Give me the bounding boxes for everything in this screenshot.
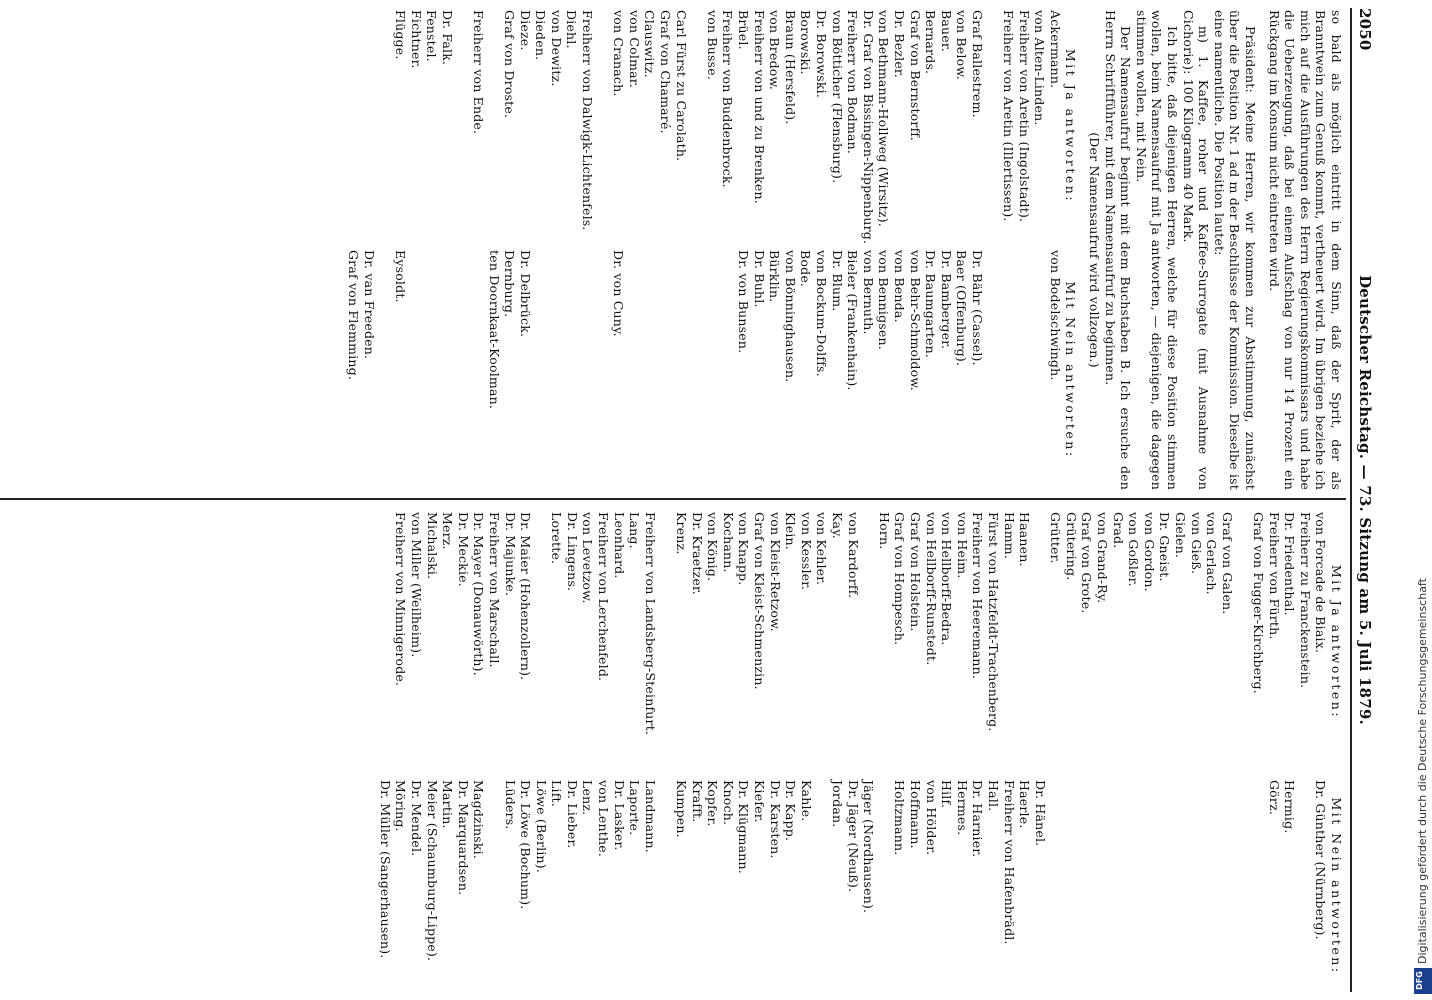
member-name: Dr. Falk. xyxy=(439,10,455,66)
member-name: Graf von Hompesch. xyxy=(892,512,908,646)
list-spacer xyxy=(1219,780,1235,992)
member-name: Freiherr von Heeremann. xyxy=(970,512,986,680)
member-name: von Dewitz. xyxy=(548,10,564,87)
member-name: Dr. Kapp. xyxy=(783,780,799,842)
member-name: von Benda. xyxy=(891,250,907,323)
member-name: von Knapp. xyxy=(736,512,752,586)
member-name: Freiherr von Hafenbrädl. xyxy=(1001,780,1017,945)
member-name: Lüders. xyxy=(502,780,518,830)
member-name: Dr. Lieber. xyxy=(564,780,580,849)
member-name: von Grand-Ry. xyxy=(1095,512,1111,604)
list-spacer xyxy=(1297,780,1313,992)
member-name: Grad. xyxy=(1110,512,1126,549)
member-name: Dr. Mayer (Donauwörth). xyxy=(471,512,487,676)
member-name: Dr. Bähr (Cassel). xyxy=(969,250,985,366)
member-name: von Kleist-Retzow. xyxy=(767,512,783,632)
member-name: Leonhard. xyxy=(611,512,627,579)
member-name: von Bethmann-Hollweg (Wirsitz). xyxy=(876,10,892,227)
list-spacer xyxy=(673,250,689,490)
no-heading: Mit Nein antworten: xyxy=(1329,797,1344,975)
member-name: Möring. xyxy=(393,780,409,832)
member-name: Fürst von Hatzfeldt-Trachenberg. xyxy=(985,512,1001,732)
member-name: Graf von Holstein. xyxy=(907,512,923,632)
member-name: Freiherr zu Franckenstein. xyxy=(1297,512,1313,689)
member-name: von Bönninghausen. xyxy=(782,250,798,383)
list-spacer xyxy=(689,250,705,490)
member-name: von Bernuth. xyxy=(860,250,876,335)
member-name: von Levetzow. xyxy=(580,512,596,604)
list-spacer xyxy=(658,780,674,992)
member-name: Dr. Klügmann. xyxy=(736,780,752,874)
yes-heading: Mit Ja antworten: xyxy=(1063,48,1079,204)
list-spacer xyxy=(1032,250,1048,490)
member-name: von Bodelschwingh. xyxy=(1047,250,1063,381)
yes-list-right xyxy=(377,512,1344,772)
member-name: Landmann. xyxy=(642,780,658,853)
list-spacer xyxy=(470,250,486,490)
member-name: Freiherr von Bodman. xyxy=(845,10,861,155)
member-name: Kumpen. xyxy=(674,780,690,838)
member-name: von Miller (Weilheim). xyxy=(408,512,424,658)
member-name: Hilf. xyxy=(939,780,955,809)
list-spacer xyxy=(1126,780,1142,992)
member-name: Haerle. xyxy=(1017,780,1033,829)
member-name: Martin. xyxy=(440,780,456,829)
digitalization-notice xyxy=(1414,0,1432,1000)
list-spacer xyxy=(1141,780,1157,992)
member-name: von Bennigsen. xyxy=(876,250,892,350)
member-name: Dr. von Bunsen. xyxy=(736,250,752,354)
member-name: Dr. Karsten. xyxy=(767,780,783,859)
member-name: von Bötticher (Flensburg). xyxy=(829,10,845,184)
list-spacer xyxy=(626,250,642,490)
member-name: Dr. Gneist. xyxy=(1157,512,1173,582)
list-spacer xyxy=(486,780,502,992)
no-list-left xyxy=(346,250,1079,490)
member-name: Bernards. xyxy=(923,10,939,75)
list-spacer xyxy=(1172,780,1188,992)
member-name: Braun (Hersfeld). xyxy=(782,10,798,125)
list-spacer xyxy=(689,10,705,242)
member-name: Bode. xyxy=(798,250,814,288)
list-spacer xyxy=(486,10,502,242)
member-name: Dr. Hänel. xyxy=(1032,780,1048,847)
procedure-paragraph: Der Namensaufruf beginnt mit dem Buchstaben B. Ich ersuche den Herrn Schriftführer, mit dem Namensaufruf zu beginnen. xyxy=(1102,10,1134,490)
vote-lists-right xyxy=(377,512,1344,992)
list-spacer xyxy=(861,512,877,772)
member-name: Dr. Müller (Sangerhausen). xyxy=(377,780,393,959)
member-name: Graf von Chamaré. xyxy=(658,10,674,134)
intro-paragraph: so bald als möglich eintritt in dem Sinn, daß der Sprit, der als Branntwein zum Genuß kommt, vertheuert wird. Im übrigen beziehe ich mich auf die Ausführungen des Herrn Regierungskommissars und habe die Ueberzeugung, daß bei einem Aufschlag von nur 14 Prozent ein Rückgang im Konsum nicht eintreten wird. xyxy=(1266,10,1344,490)
member-name: Dr. Lingens. xyxy=(564,512,580,592)
yes-list-left xyxy=(346,10,1079,245)
member-name: Bauer. xyxy=(938,10,954,52)
member-name: Freiherr von Aretin (Ingolstadt). xyxy=(1016,10,1032,223)
member-name: Dr. Baumgarten. xyxy=(923,250,939,358)
member-name: Freiherr von Marschall. xyxy=(486,512,502,668)
member-name: von Goßler. xyxy=(1126,512,1142,587)
member-name: Lift. xyxy=(549,780,565,807)
member-name: Dr. Harnier. xyxy=(970,780,986,858)
member-name: ten Doornkaat-Koolman. xyxy=(486,250,502,410)
list-spacer xyxy=(1016,250,1032,490)
list-spacer xyxy=(408,250,424,490)
member-name: Holtzmann. xyxy=(892,780,908,856)
list-spacer xyxy=(455,10,471,242)
list-spacer xyxy=(1048,780,1064,992)
member-name: Diehl. xyxy=(564,10,580,49)
list-spacer xyxy=(720,250,736,490)
list-spacer xyxy=(1063,780,1079,992)
dfg-logo xyxy=(1414,968,1432,994)
list-spacer xyxy=(424,250,440,490)
roll-call-note: (Der Namensaufruf wird vollzogen.) xyxy=(1087,132,1103,368)
member-name: Graf von Flemming. xyxy=(346,250,362,381)
member-name: Freiherr von Landsberg-Steinfurt. xyxy=(642,512,658,736)
member-name: Dr. Jäger (Neuß). xyxy=(845,780,861,893)
member-name: Meier (Schaumburg-Lippe). xyxy=(424,780,440,962)
list-spacer xyxy=(1157,780,1173,992)
member-name: Bürklin. xyxy=(767,250,783,303)
member-name: Klein. xyxy=(783,512,799,550)
member-name: Fenstel. xyxy=(424,10,440,62)
member-name: Lenz. xyxy=(580,780,596,816)
member-name: Dieden. xyxy=(533,10,549,61)
member-name: von Bockum-Dolffs. xyxy=(814,250,829,377)
list-spacer xyxy=(985,250,1001,490)
member-name: Haanen. xyxy=(1017,512,1033,567)
list-spacer xyxy=(564,250,580,490)
member-name: von Kehler. xyxy=(814,512,830,586)
member-name: von König. xyxy=(705,512,721,582)
list-spacer xyxy=(658,512,674,772)
member-name: Kopfer. xyxy=(705,780,721,827)
member-name: Löwe (Berlin). xyxy=(533,780,549,874)
digitalization-text: Digitalisierung gefördert durch die Deutsche Forschungsgemeinschaft xyxy=(1416,578,1429,964)
member-name: Kahle. xyxy=(798,780,814,822)
member-name: Freiherr von Buddenbrock. xyxy=(720,10,736,188)
member-name: Merz. xyxy=(440,512,456,550)
yes-heading: Mit Ja antworten: xyxy=(1329,564,1344,720)
member-name: Dr. Buhl. xyxy=(751,250,767,308)
member-name: Horn. xyxy=(876,512,892,550)
list-spacer xyxy=(1204,780,1220,992)
member-name: Graf von Grote. xyxy=(1079,512,1095,614)
member-name: Grütter. xyxy=(1048,512,1064,564)
member-name: Eysoldt. xyxy=(392,250,408,303)
member-name: Dr. Günther (Nürnberg). xyxy=(1313,780,1329,940)
member-name: Bieler (Frankenhain). xyxy=(845,250,861,391)
member-name: Krafft. xyxy=(689,780,705,823)
member-name: von Behr-Schmoldow. xyxy=(907,250,923,391)
column-divider xyxy=(0,498,1346,500)
member-name: Dr. Lasker. xyxy=(611,780,627,851)
list-spacer xyxy=(1188,780,1204,992)
member-name: Dr. Graf von Bissingen-Nippenburg. xyxy=(860,10,876,245)
item-m1: m) 1. Kaffee, roher und Kaffee-Surrogate (mit Ausnahme von Cichorie): 100 Kilogramm 40 Mark. xyxy=(1180,10,1212,490)
member-name: Freiherr von und zu Brenken. xyxy=(751,10,767,204)
member-name: Graf von Galen. xyxy=(1219,512,1235,615)
member-name: Freiherr von Dalwigk-Lichtenfels. xyxy=(580,10,596,231)
member-name: Carl Fürst zu Carolath. xyxy=(673,10,689,162)
list-spacer xyxy=(595,250,611,490)
member-name: Graf von Fugger-Kirchberg. xyxy=(1251,512,1267,694)
member-name: Michalski. xyxy=(424,512,440,580)
member-name: Freiherr von Fürth. xyxy=(1266,512,1282,640)
member-name: Freiherr von Ende. xyxy=(470,10,486,135)
member-name: von Colmar. xyxy=(626,10,642,88)
vote-lists-left xyxy=(346,10,1079,490)
no-heading: Mit Nein antworten: xyxy=(1063,281,1079,459)
list-spacer xyxy=(1235,512,1251,772)
request-paragraph: Ich bitte, daß diejenigen Herren, welche für diese Position stimmen wollen, beim Namensaufruf mit Ja antworten, — diejenigen, die dagegen stimmen wollen, mit Nein. xyxy=(1133,10,1181,490)
member-name: Graf von Droste. xyxy=(502,10,518,119)
member-name: Dr. Delbrück. xyxy=(517,250,533,338)
left-column xyxy=(346,10,1344,490)
member-name: Hermes. xyxy=(954,780,970,836)
list-spacer xyxy=(1001,250,1017,490)
member-name: von Kardorff. xyxy=(845,512,861,599)
member-name: Graf Ballestrem. xyxy=(969,10,985,118)
member-name: Dr. Friedenthal. xyxy=(1282,512,1298,616)
member-name: Freiherr von Aretin (Illertissen). xyxy=(1001,10,1017,222)
list-spacer xyxy=(985,10,1001,242)
right-column xyxy=(377,512,1344,992)
member-name: Baer (Offenburg). xyxy=(954,250,970,367)
member-name: Laporte. xyxy=(627,780,643,836)
list-spacer xyxy=(814,780,830,992)
member-name: von Gieß. xyxy=(1188,512,1204,575)
member-name: Hall. xyxy=(985,780,1001,812)
member-name: Lang. xyxy=(627,512,643,549)
list-spacer xyxy=(533,512,549,772)
member-name: Knoch. xyxy=(720,780,736,826)
member-name: Freiherr von Lerchenfeld. xyxy=(596,512,612,682)
member-name: Kay. xyxy=(830,512,845,539)
member-name: Graf von Kleist-Schmenzin. xyxy=(752,512,768,690)
member-name: von Forcade de Biaix. xyxy=(1313,512,1329,654)
member-name: Dr. Blum. xyxy=(829,250,845,312)
list-spacer xyxy=(1110,780,1126,992)
member-name: Dr. Mendel. xyxy=(408,780,424,857)
list-spacer xyxy=(1250,780,1266,992)
member-name: Grütering. xyxy=(1063,512,1079,581)
member-name: Dr. Kraetzer. xyxy=(689,512,705,595)
running-head: Deutscher Reichstag. — 73. Sitzung am 5. Juli 1879. xyxy=(1356,275,1374,725)
dfg-logo-text: DFG xyxy=(1414,971,1424,990)
member-name: von Kessler. xyxy=(798,512,814,591)
member-name: Dr. Meckie. xyxy=(455,512,471,587)
member-name: Hermig. xyxy=(1282,780,1298,834)
list-spacer xyxy=(1095,780,1111,992)
list-spacer xyxy=(1235,780,1251,992)
member-name: Dr. Löwe (Bochum). xyxy=(518,780,534,910)
president-paragraph: Präsident: Meine Herren, wir kommen zur Abstimmung, zunächst über die Position Nr. 1 ad m der Beschlüsse der Kommission. Dieselbe ist eine namentliche. Die Position lautet: xyxy=(1211,10,1259,490)
member-name: Clauswitz. xyxy=(642,10,658,78)
member-name: Fichtner. xyxy=(408,10,424,69)
list-spacer xyxy=(455,250,471,490)
member-name: Dr. Marquardsen. xyxy=(455,780,471,896)
member-name: Hamm. xyxy=(1001,512,1017,560)
list-spacer xyxy=(533,250,549,490)
member-name: Flügge. xyxy=(392,10,408,60)
member-name: Ackermann. xyxy=(1047,10,1063,89)
member-name: von Below. xyxy=(954,10,970,80)
list-spacer xyxy=(642,250,658,490)
member-name: Kiefer. xyxy=(752,780,768,823)
member-name: Jäger (Nordhausen). xyxy=(861,780,877,914)
page-number: 2050 xyxy=(1356,8,1374,51)
member-name: Brüel. xyxy=(736,10,752,50)
list-spacer xyxy=(704,250,720,490)
member-name: Kochann. xyxy=(720,512,736,573)
member-name: Hoffmann. xyxy=(907,780,923,849)
member-name: Dr. Borowski. xyxy=(814,10,829,99)
member-name: Dr. Bamberger. xyxy=(938,250,954,350)
member-name: Freiherr von Minnigerode. xyxy=(393,512,409,687)
member-name: von Alten-Linden. xyxy=(1032,10,1048,126)
list-spacer xyxy=(1032,512,1048,772)
member-name: Borowski. xyxy=(798,10,814,75)
member-name: Dr. Maier (Hohenzollern). xyxy=(518,512,534,681)
member-name: von Gerlach. xyxy=(1204,512,1220,595)
member-name: von Hölder. xyxy=(923,780,939,856)
member-name: Dr. van Freeden. xyxy=(361,250,377,360)
member-name: von Busse. xyxy=(704,10,720,81)
member-name: von Cranach. xyxy=(611,10,627,97)
member-name: von Bredow. xyxy=(767,10,783,91)
member-name: Jordan. xyxy=(830,780,845,828)
list-spacer xyxy=(580,250,596,490)
list-spacer xyxy=(377,250,393,490)
list-spacer xyxy=(595,10,611,242)
list-spacer xyxy=(657,250,673,490)
list-spacer xyxy=(1079,780,1095,992)
member-name: Dieze. xyxy=(517,10,533,51)
list-spacer xyxy=(876,780,892,992)
list-spacer xyxy=(439,250,455,490)
member-name: Dr. Majunke. xyxy=(502,512,518,597)
member-name: von Heim. xyxy=(954,512,970,579)
member-name: Dernburg. xyxy=(502,250,518,318)
member-name: Magdzinski. xyxy=(471,780,487,860)
member-name: Lorette. xyxy=(549,512,565,565)
no-list-right xyxy=(377,780,1344,992)
member-name: von Hellborff-Bedra. xyxy=(939,512,955,646)
member-name: Görz. xyxy=(1266,780,1282,816)
member-name: Dr. von Cuny. xyxy=(611,250,627,337)
member-name: von Hellborff-Runstedt. xyxy=(923,512,939,666)
member-name: Krenz. xyxy=(674,512,690,555)
member-name: von Gordon. xyxy=(1141,512,1157,592)
member-name: Dr. Bezler. xyxy=(891,10,907,78)
page-header xyxy=(1350,8,1374,992)
member-name: von Lenthe. xyxy=(596,780,612,858)
member-name: Graf von Bernstorff. xyxy=(907,10,923,141)
member-name: Gielen. xyxy=(1173,512,1189,559)
list-spacer xyxy=(548,250,564,490)
